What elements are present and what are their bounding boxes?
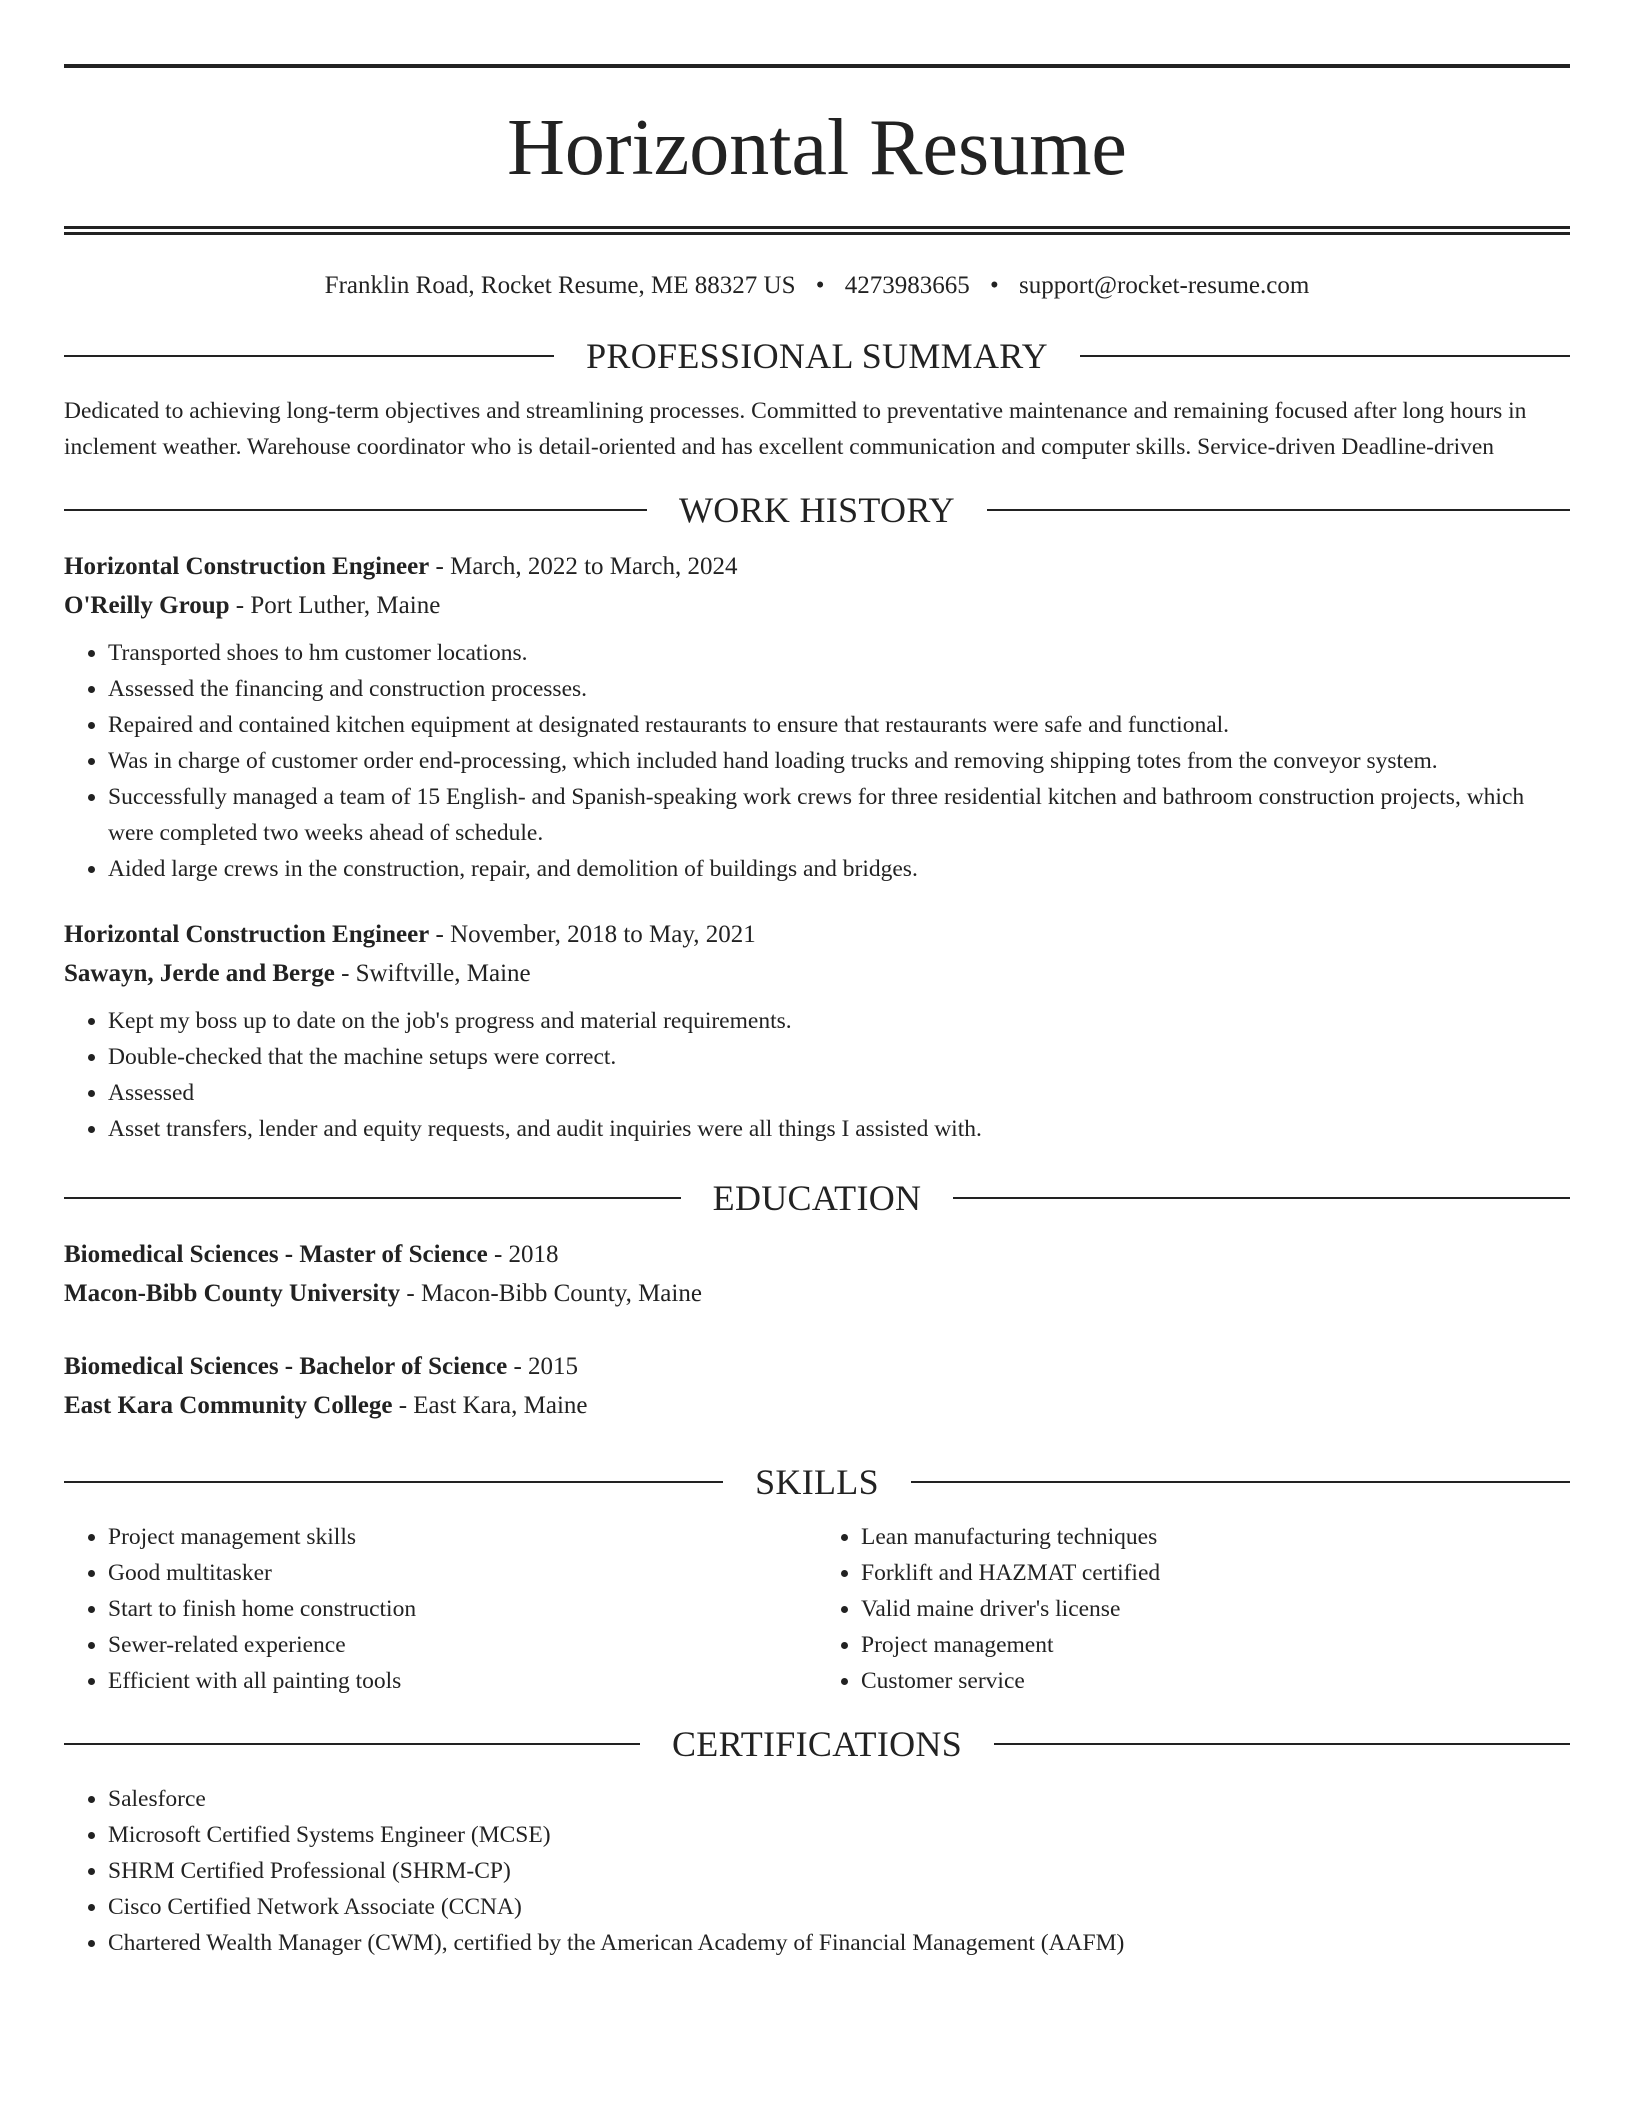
job-location: - Swiftville, Maine	[334, 960, 531, 987]
skills-column-right	[817, 1519, 1570, 1699]
skill-item: • Project management	[861, 1627, 1570, 1663]
job-company-line	[64, 954, 1570, 993]
skill-item: • Lean manufacturing techniques	[861, 1519, 1570, 1555]
section-rule	[64, 1481, 723, 1483]
job-entry	[64, 915, 1570, 1147]
job-title-line	[64, 915, 1570, 954]
section-title: SKILLS	[755, 1462, 879, 1502]
resume-page	[64, 0, 1570, 1961]
job-location: - Port Luther, Maine	[229, 592, 441, 619]
job-entry	[64, 547, 1570, 887]
section-title: CERTIFICATIONS	[671, 1724, 963, 1764]
email: support@rocket-resume.com	[1019, 272, 1310, 299]
double-rule	[64, 226, 1570, 235]
certification-item: • Cisco Certified Network Associate (CCNA)	[108, 1889, 1570, 1925]
contact-line	[64, 269, 1570, 303]
job-bullets	[64, 1003, 1570, 1147]
degree: Biomedical Sciences - Master of Science	[64, 1241, 488, 1268]
section-heading-summary	[64, 333, 1570, 379]
job-dates: - November, 2018 to May, 2021	[429, 921, 756, 948]
school: East Kara Community College	[64, 1392, 393, 1419]
degree: Biomedical Sciences - Bachelor of Science	[64, 1353, 508, 1380]
job-bullet: • Aided large crews in the construction, repair, and demolition of buildings and bridges.	[108, 851, 1570, 887]
education-entry	[64, 1235, 1570, 1313]
job-title-line	[64, 547, 1570, 586]
job-dates: - March, 2022 to March, 2024	[429, 553, 738, 580]
job-company: O'Reilly Group	[64, 592, 230, 619]
degree-line	[64, 1235, 1570, 1274]
job-bullet: • Assessed	[108, 1075, 1570, 1111]
section-heading-education	[64, 1175, 1570, 1221]
section-rule	[64, 1743, 640, 1745]
job-company-line	[64, 586, 1570, 625]
resume-name: Horizontal Resume	[507, 104, 1127, 192]
graduation-year: - 2018	[487, 1241, 559, 1268]
summary-text: Dedicated to achieving long-term objectives and streamlining processes. Committed to preventative maintenance and remaining focused after long hours in inclement weather. Warehouse coordinator who is detail-oriented and has excellent communication and computer skills. Service-driven Deadline-driven	[64, 398, 1527, 460]
contact-separator: •	[815, 272, 825, 299]
education-entry	[64, 1347, 1570, 1425]
address: Franklin Road, Rocket Resume, ME 88327 US	[324, 272, 796, 299]
skill-item: • Customer service	[861, 1663, 1570, 1699]
section-rule	[1080, 355, 1570, 357]
school-line	[64, 1386, 1570, 1425]
school-location: - Macon-Bibb County, Maine	[400, 1280, 702, 1307]
skill-item: • Forklift and HAZMAT certified	[861, 1555, 1570, 1591]
job-bullet: • Successfully managed a team of 15 English- and Spanish-speaking work crews for three residential kitchen and bathroom construction projects, which were completed two weeks ahead of schedule.	[108, 779, 1570, 851]
certification-item: • Chartered Wealth Manager (CWM), certified by the American Academy of Financial Management (AAFM)	[108, 1925, 1570, 1961]
certification-item: • Salesforce	[108, 1781, 1570, 1817]
school: Macon-Bibb County University	[64, 1280, 401, 1307]
section-rule	[911, 1481, 1570, 1483]
top-rule	[64, 64, 1570, 68]
contact-separator: •	[990, 272, 999, 299]
certification-item: • Microsoft Certified Systems Engineer (MCSE)	[108, 1817, 1570, 1853]
section-heading-skills	[64, 1459, 1570, 1505]
skill-item: • Start to finish home construction	[108, 1591, 817, 1627]
school-location: - East Kara, Maine	[392, 1392, 588, 1419]
job-title: Horizontal Construction Engineer	[64, 553, 430, 580]
job-bullet: • Kept my boss up to date on the job's progress and material requirements.	[108, 1003, 1570, 1039]
job-bullet: • Repaired and contained kitchen equipment at designated restaurants to ensure that restaurants were safe and functional.	[108, 707, 1570, 743]
section-title: PROFESSIONAL SUMMARY	[586, 336, 1048, 376]
certifications-list	[64, 1781, 1570, 1961]
skill-item: • Project management skills	[108, 1519, 817, 1555]
section-rule	[994, 1743, 1570, 1745]
skills-columns	[64, 1519, 1570, 1699]
job-bullets	[64, 635, 1570, 887]
school-line	[64, 1274, 1570, 1313]
skill-item: • Sewer-related experience	[108, 1627, 817, 1663]
job-bullet: • Double-checked that the machine setups were correct.	[108, 1039, 1570, 1075]
skills-list	[64, 1519, 1570, 1699]
section-heading-certifications	[64, 1721, 1570, 1767]
skills-column-left	[64, 1519, 817, 1699]
section-rule	[64, 509, 647, 511]
section-rule	[64, 355, 554, 357]
section-rule	[64, 1197, 681, 1199]
job-company: Sawayn, Jerde and Berge	[64, 960, 335, 987]
graduation-year: - 2015	[507, 1353, 579, 1380]
section-rule	[987, 509, 1570, 511]
skill-item: • Valid maine driver's license	[861, 1591, 1570, 1627]
section-title: WORK HISTORY	[679, 490, 955, 530]
job-bullet: • Was in charge of customer order end-processing, which included hand loading trucks and removing shipping totes from the conveyor system.	[108, 743, 1570, 779]
skill-item: • Efficient with all painting tools	[108, 1663, 817, 1699]
section-title: EDUCATION	[712, 1178, 922, 1218]
certification-item: • SHRM Certified Professional (SHRM-CP)	[108, 1853, 1570, 1889]
section-heading-work	[64, 487, 1570, 533]
degree-line	[64, 1347, 1570, 1386]
job-bullet: • Transported shoes to hm customer locations.	[108, 635, 1570, 671]
section-rule	[953, 1197, 1570, 1199]
job-title: Horizontal Construction Engineer	[64, 921, 430, 948]
phone: 4273983665	[844, 272, 970, 299]
job-bullet: • Asset transfers, lender and equity requests, and audit inquiries were all things I assisted with.	[108, 1111, 1570, 1147]
job-bullet: • Assessed the financing and construction processes.	[108, 671, 1570, 707]
skill-item: • Good multitasker	[108, 1555, 817, 1591]
